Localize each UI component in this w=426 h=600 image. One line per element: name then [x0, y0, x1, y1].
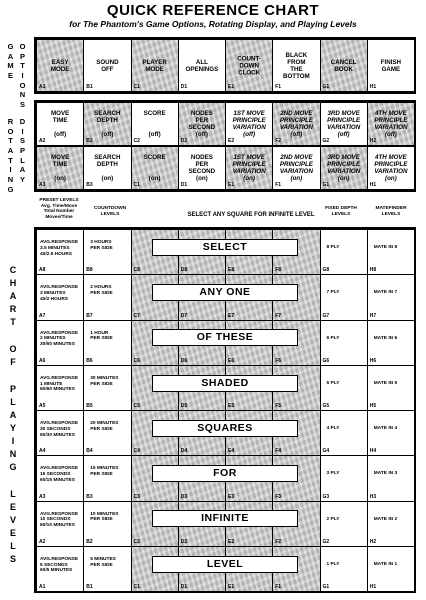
- square-code: D6: [180, 357, 188, 364]
- level-square[interactable]: [320, 501, 368, 547]
- game-option-label: COUNT- DOWN CLOCK: [237, 54, 261, 77]
- matefinder-text: MATE IN 8: [373, 245, 398, 250]
- square-code: D5: [180, 403, 188, 409]
- preset-level-text: AVG.RESPONSE 3.5 MINUTES 40/2.5 HOURS: [40, 240, 79, 257]
- rotating-on-label: 1ST MOVE PRINCIPLE VARIATION (on): [232, 153, 266, 183]
- square-code: E1: [228, 182, 235, 188]
- square-code: C3: [133, 493, 140, 500]
- square-code: B1: [86, 584, 93, 590]
- fixed-depth-text: 6 PLY: [326, 335, 340, 341]
- rotating-on-label: 2ND MOVE PRINCIPLE VARIATION (on): [279, 153, 313, 183]
- preset-level-text: AVG.RESPONSE 2 MINUTES 30/60 MINUTES: [40, 330, 79, 347]
- level-square[interactable]: [320, 365, 368, 411]
- square-code: H5: [369, 403, 377, 409]
- side-label-letter: Y: [9, 423, 16, 433]
- level-square[interactable]: [367, 320, 415, 366]
- game-option-cell[interactable]: [367, 39, 415, 92]
- infinite-level-banner: OF THESE: [152, 329, 298, 346]
- rotating-on-cell[interactable]: [83, 146, 131, 190]
- square-code: B2: [86, 138, 93, 144]
- square-code: B3: [86, 182, 93, 188]
- level-square[interactable]: [320, 455, 368, 501]
- rotating-off-label: SCORE (off): [143, 109, 166, 139]
- countdown-level-text: 10 MINUTES PER SIDE: [90, 511, 119, 523]
- square-code: A4: [39, 448, 46, 455]
- game-option-cell[interactable]: [272, 39, 320, 92]
- square-code: H3: [369, 493, 377, 500]
- rotating-off-cell[interactable]: [83, 102, 131, 146]
- rotating-off-cell[interactable]: [320, 102, 368, 146]
- square-code: F4: [275, 448, 282, 455]
- side-label-rotating: R O T A T I N G: [7, 117, 14, 194]
- side-label-options: O P T I O N S: [19, 42, 26, 110]
- rotating-off-label: NODES PER SECOND (off): [188, 109, 216, 139]
- level-square[interactable]: [36, 229, 84, 275]
- side-label-letter: V: [9, 515, 16, 525]
- level-square[interactable]: [320, 546, 368, 592]
- preset-level-text: AVG.RESPONSE 10 SECONDS 60/10 MINUTES: [40, 511, 79, 528]
- countdown-level-text: 15 MINUTES PER SIDE: [90, 466, 119, 477]
- square-code: G5: [322, 403, 330, 409]
- square-code: E8: [228, 267, 235, 274]
- rotating-off-label: 2ND MOVE PRINCIPLE VARIATION (off): [279, 109, 313, 139]
- square-code: H4: [369, 448, 377, 455]
- infinite-level-banner: SELECT: [152, 239, 298, 256]
- rotating-off-label: MOVE TIME (off): [51, 109, 70, 139]
- rotating-on-cell[interactable]: [178, 146, 226, 190]
- matefinder-text: MATE IN 7: [373, 290, 398, 296]
- header-select-square: SELECT ANY SQUARE FOR INFINITE LEVEL: [187, 212, 315, 218]
- square-code: F2: [275, 138, 282, 144]
- square-code: B6: [86, 357, 93, 364]
- square-code: H2: [369, 538, 377, 545]
- rotating-on-cell[interactable]: [320, 146, 368, 190]
- square-code: C2: [133, 138, 140, 144]
- side-label-letter: T: [10, 317, 16, 327]
- square-code: C1: [133, 84, 140, 90]
- square-code: A2: [39, 138, 46, 144]
- infinite-level-banner: LEVEL: [152, 556, 298, 573]
- square-code: E1: [228, 584, 235, 590]
- square-code: G2: [322, 538, 330, 545]
- page-subtitle: for The Phantom's Game Options, Rotating Display, and Playing Levels: [69, 19, 357, 29]
- square-code: H7: [369, 312, 377, 319]
- square-code: D1: [180, 84, 188, 90]
- level-square[interactable]: [83, 410, 131, 456]
- square-code: F5: [275, 403, 282, 409]
- square-code: D1: [180, 584, 188, 590]
- square-code: C1: [133, 182, 140, 188]
- infinite-level-banner: SHADED: [152, 375, 298, 392]
- square-code: E2: [228, 538, 235, 545]
- square-code: F1: [275, 182, 282, 188]
- infinite-level-banner: INFINITE: [152, 510, 298, 527]
- fixed-depth-text: 7 PLY: [326, 290, 340, 296]
- game-option-cell[interactable]: [131, 39, 179, 92]
- header-countdown-levels: COUNTDOWN LEVELS: [93, 206, 127, 217]
- level-square[interactable]: [36, 410, 84, 456]
- countdown-level-text: 30 MINUTES PER SIDE: [90, 375, 119, 387]
- preset-level-text: AVG.RESPONSE 1 MINUTE 60/60 MINUTES: [40, 375, 79, 393]
- matefinder-text: MATE IN 4: [373, 426, 398, 431]
- game-option-label: CANCEL BOOK: [330, 58, 357, 73]
- countdown-level-text: 3 HOURS PER SIDE: [90, 240, 113, 251]
- countdown-level-text: 5 MINUTES PER SIDE: [90, 556, 116, 568]
- square-code: E7: [228, 312, 235, 319]
- level-square[interactable]: [83, 229, 131, 275]
- fixed-depth-text: 5 PLY: [326, 380, 340, 386]
- level-square[interactable]: [320, 274, 368, 320]
- side-label-letter: L: [10, 489, 16, 499]
- game-option-label: PLAYER MODE: [142, 58, 167, 73]
- level-square[interactable]: [36, 320, 84, 366]
- level-square[interactable]: [36, 501, 84, 547]
- square-code: G2: [322, 138, 330, 144]
- square-code: B3: [86, 493, 93, 500]
- square-code: B2: [86, 538, 93, 545]
- matefinder-text: MATE IN 3: [373, 471, 398, 477]
- rotating-off-label: 4TH MOVE PRINCIPLE VARIATION (off): [374, 109, 408, 139]
- rotating-off-cell[interactable]: [131, 102, 179, 146]
- rotating-off-cell[interactable]: [225, 102, 273, 146]
- side-label-letter: L: [10, 541, 16, 551]
- square-code: A1: [39, 84, 46, 90]
- square-code: E6: [228, 357, 235, 364]
- fixed-depth-text: 1 PLY: [326, 561, 340, 567]
- side-label-letter: L: [10, 397, 16, 407]
- square-code: H1: [369, 182, 377, 188]
- game-options-panel: [34, 37, 416, 94]
- side-label-letter: E: [9, 528, 16, 538]
- square-code: D4: [180, 448, 188, 455]
- countdown-level-text: 20 MINUTES PER SIDE: [90, 421, 119, 432]
- square-code: G1: [322, 182, 330, 188]
- square-code: E3: [228, 493, 235, 500]
- matefinder-text: MATE IN 6: [373, 335, 398, 341]
- game-option-cell[interactable]: [225, 39, 273, 92]
- level-square[interactable]: [367, 455, 415, 501]
- square-code: F6: [275, 357, 282, 364]
- square-code: B1: [86, 84, 93, 90]
- rotating-on-cell[interactable]: [225, 146, 273, 190]
- level-square[interactable]: [320, 229, 368, 275]
- square-code: C5: [133, 403, 140, 409]
- game-option-label: EASY MODE: [50, 58, 70, 73]
- side-label-letter: C: [9, 265, 17, 275]
- square-code: H1: [369, 84, 377, 90]
- square-code: A3: [39, 182, 46, 188]
- countdown-level-text: 2 HOURS PER SIDE: [90, 285, 113, 296]
- matefinder-text: MATE IN 2: [373, 516, 398, 522]
- game-option-cell[interactable]: [83, 39, 131, 92]
- rotating-on-label: 3RD MOVE PRINCIPLE VARIATION (on): [327, 153, 361, 183]
- side-label-letter: S: [9, 554, 16, 564]
- square-code: G7: [322, 312, 330, 319]
- side-label-letter: R: [9, 304, 17, 314]
- square-code: D1: [180, 182, 188, 188]
- level-square[interactable]: [367, 546, 415, 592]
- game-option-cell[interactable]: [36, 39, 84, 92]
- rotating-on-label: SEARCH DEPTH (on): [94, 153, 121, 183]
- level-square[interactable]: [83, 546, 131, 592]
- fixed-depth-text: 8 PLY: [326, 245, 340, 250]
- square-code: C6: [133, 357, 140, 364]
- side-label-letter: E: [9, 502, 16, 512]
- level-square[interactable]: [83, 501, 131, 547]
- side-label-letter: A: [9, 410, 17, 420]
- side-label-letter: A: [9, 291, 17, 301]
- rotating-off-label: SEARCH DEPTH (off): [94, 109, 121, 139]
- side-label-display: D I S P L A Y: [19, 117, 26, 185]
- rotating-off-cell[interactable]: [272, 102, 320, 146]
- square-code: C8: [133, 267, 140, 274]
- infinite-level-banner: ANY ONE: [152, 284, 298, 301]
- preset-level-text: AVG.RESPONSE 3 MINUTES 40/2 HOURS: [40, 285, 79, 302]
- square-code: D7: [180, 312, 188, 319]
- side-label-letter: G: [9, 462, 17, 472]
- rotating-on-cell[interactable]: [367, 146, 415, 190]
- square-code: A2: [39, 538, 46, 545]
- rotating-off-label: 1ST MOVE PRINCIPLE VARIATION (off): [232, 109, 266, 139]
- square-code: D2: [180, 138, 188, 144]
- square-code: A1: [39, 584, 46, 590]
- square-code: H2: [369, 138, 377, 144]
- countdown-level-text: 1 HOUR PER SIDE: [90, 330, 113, 342]
- square-code: D3: [180, 493, 188, 500]
- square-code: H8: [369, 267, 377, 274]
- playing-levels-panel: [34, 227, 416, 593]
- square-code: E4: [228, 448, 235, 455]
- preset-level-text: AVG.RESPONSE 15 SECONDS 60/15 MINUTES: [40, 466, 79, 483]
- square-code: C2: [133, 538, 140, 545]
- square-code: C7: [133, 312, 140, 319]
- square-code: G4: [322, 448, 330, 455]
- page-title: QUICK REFERENCE CHART: [106, 2, 320, 19]
- preset-level-text: AVG.RESPONSE 5 SECONDS 60/5 MINUTES: [40, 556, 79, 574]
- level-square[interactable]: [83, 455, 131, 501]
- level-square[interactable]: [36, 274, 84, 320]
- square-code: D2: [180, 538, 188, 545]
- level-square[interactable]: [83, 320, 131, 366]
- level-square[interactable]: [36, 365, 84, 411]
- square-code: G8: [322, 267, 330, 274]
- square-code: E5: [228, 403, 235, 409]
- square-code: F1: [275, 84, 282, 90]
- level-square[interactable]: [367, 229, 415, 275]
- square-code: A5: [39, 403, 46, 409]
- level-square[interactable]: [367, 501, 415, 547]
- square-code: B7: [86, 312, 93, 319]
- square-code: F1: [275, 584, 282, 590]
- level-square[interactable]: [367, 365, 415, 411]
- side-label-letter: F: [10, 357, 16, 367]
- level-square[interactable]: [367, 410, 415, 456]
- rotating-on-cell[interactable]: [131, 146, 179, 190]
- fixed-depth-text: 2 PLY: [326, 516, 340, 522]
- level-square[interactable]: [83, 274, 131, 320]
- game-option-cell[interactable]: [178, 39, 226, 92]
- game-option-label: ALL OPENINGS: [185, 58, 219, 73]
- matefinder-text: MATE IN 5: [373, 380, 398, 386]
- side-label-game: G A M E: [7, 42, 14, 81]
- fixed-depth-text: 4 PLY: [326, 426, 340, 431]
- header-preset-levels: PRESET LEVELS Avg. Time/Move Total Number Moves/Time: [39, 198, 79, 220]
- level-square[interactable]: [320, 410, 368, 456]
- matefinder-text: MATE IN 1: [373, 561, 398, 567]
- rotating-on-cell[interactable]: [36, 146, 84, 190]
- square-code: E1: [228, 84, 235, 90]
- rotating-off-label: 3RD MOVE PRINCIPLE VARIATION (off): [327, 109, 361, 139]
- square-code: B5: [86, 403, 93, 409]
- square-code: H6: [369, 357, 377, 364]
- side-label-letter: I: [11, 436, 15, 446]
- rotating-on-label: NODES PER SECOND (on): [188, 153, 216, 183]
- level-square[interactable]: [367, 274, 415, 320]
- game-option-cell[interactable]: [320, 39, 368, 92]
- square-code: G3: [322, 493, 330, 500]
- rotating-off-cell[interactable]: [36, 102, 84, 146]
- game-option-label: BLACK FROM THE BOTTOM: [283, 51, 310, 80]
- level-square[interactable]: [36, 546, 84, 592]
- square-code: C1: [133, 584, 140, 590]
- square-code: F8: [275, 267, 282, 274]
- square-code: C4: [133, 448, 140, 455]
- square-code: E2: [228, 138, 235, 144]
- square-code: B8: [86, 267, 93, 274]
- rotating-on-label: MOVE TIME (on): [51, 153, 70, 183]
- header-fixed-depth: FIXED DEPTH LEVELS: [325, 206, 357, 217]
- rotating-display-panel: [34, 100, 416, 192]
- square-code: A3: [39, 493, 46, 500]
- square-code: F2: [275, 538, 282, 545]
- level-square[interactable]: [320, 320, 368, 366]
- header-matefinder: MATEFINDER LEVELS: [375, 206, 407, 217]
- rotating-on-cell[interactable]: [272, 146, 320, 190]
- square-code: F7: [275, 312, 282, 319]
- fixed-depth-text: 3 PLY: [326, 471, 340, 477]
- game-option-label: FINISH GAME: [380, 58, 402, 73]
- square-code: D8: [180, 267, 188, 274]
- square-code: G1: [322, 84, 330, 90]
- square-code: B4: [86, 448, 93, 455]
- game-option-label: SOUND OFF: [96, 58, 119, 73]
- infinite-level-banner: FOR: [152, 465, 298, 482]
- square-code: G6: [322, 357, 330, 364]
- square-code: H1: [369, 584, 377, 590]
- side-label-letter: O: [9, 344, 17, 354]
- infinite-level-banner: SQUARES: [152, 420, 298, 437]
- rotating-off-cell[interactable]: [178, 102, 226, 146]
- level-square[interactable]: [36, 455, 84, 501]
- rotating-off-cell[interactable]: [367, 102, 415, 146]
- square-code: G1: [322, 584, 330, 590]
- side-label-letter: H: [9, 278, 17, 288]
- side-label-letter: N: [9, 449, 17, 459]
- rotating-on-label: 4TH MOVE PRINCIPLE VARIATION (on): [374, 153, 408, 183]
- square-code: A6: [39, 357, 46, 364]
- side-label-letter: P: [9, 384, 16, 394]
- square-code: A7: [39, 312, 46, 319]
- square-code: A8: [39, 267, 46, 274]
- square-code: F3: [275, 493, 282, 500]
- rotating-on-label: SCORE (on): [143, 153, 166, 183]
- level-square[interactable]: [83, 365, 131, 411]
- preset-level-text: AVG.RESPONSE 30 SECONDS 60/30 MINUTES: [40, 421, 79, 438]
